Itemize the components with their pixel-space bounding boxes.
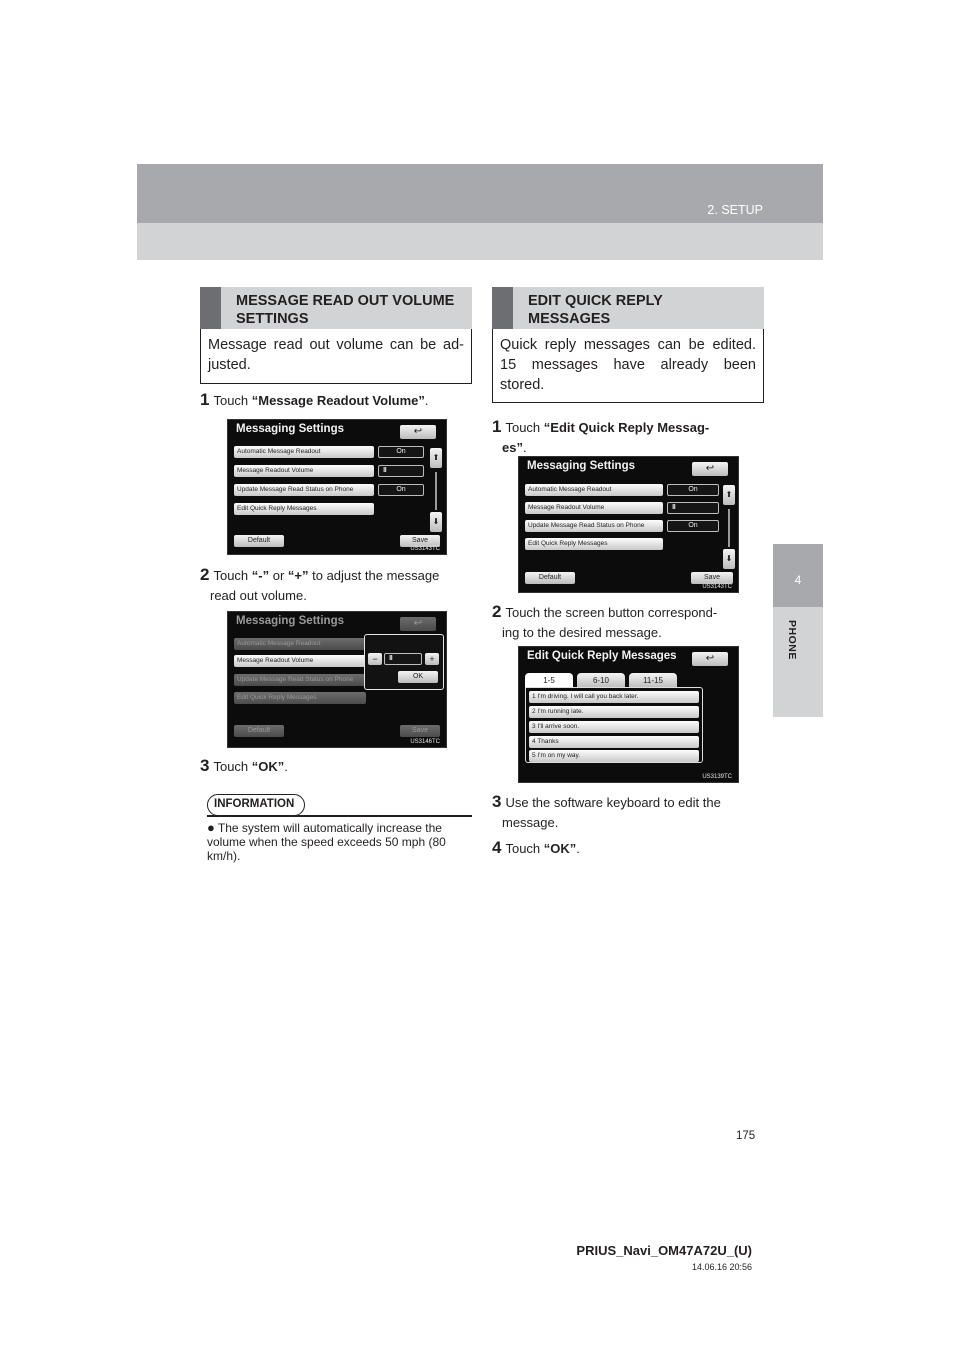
screen-title: Messaging Settings bbox=[236, 423, 344, 435]
message-list bbox=[525, 687, 703, 763]
step-3-volume: 3 Touch “OK”. bbox=[200, 756, 288, 775]
plus-button[interactable]: + bbox=[425, 653, 439, 665]
volume-popup bbox=[364, 634, 444, 690]
screen-title: Messaging Settings bbox=[236, 615, 344, 627]
tab-11-15[interactable]: 11-15 bbox=[629, 673, 677, 688]
scroll-down-icon[interactable]: ⬇ bbox=[430, 512, 442, 532]
row-edit-quick-reply[interactable]: Edit Quick Reply Messages bbox=[234, 503, 374, 515]
scroll-up-icon[interactable]: ⬆ bbox=[723, 485, 735, 505]
step-target: “OK” bbox=[251, 759, 285, 774]
scroll-track bbox=[435, 472, 437, 510]
image-code: US3146TC bbox=[410, 739, 440, 745]
save-button[interactable]: Save bbox=[400, 535, 440, 547]
step-target: “Message Readout Volume” bbox=[251, 393, 425, 408]
scroll-up-icon[interactable]: ⬆ bbox=[430, 448, 442, 468]
chapter-label: PHONE bbox=[786, 620, 798, 660]
back-icon[interactable]: ↩ bbox=[692, 462, 728, 476]
print-date: 14.06.16 20:56 bbox=[691, 1262, 752, 1272]
chapter-tab-label-box bbox=[773, 607, 823, 717]
step-number: 2 bbox=[200, 565, 210, 584]
screenshot-edit-quick-reply bbox=[518, 646, 739, 783]
step-2-volume: 2 Touch “-” or “+” to adjust the message read out volume. bbox=[200, 565, 440, 603]
scroll-track bbox=[728, 509, 730, 547]
section-intro-box bbox=[200, 329, 472, 384]
section-intro-text: Quick reply messages can be edited. 15 messages have already been stored. bbox=[500, 337, 756, 393]
step-number: 3 bbox=[492, 792, 502, 811]
save-button: Save bbox=[400, 725, 440, 737]
row-message-readout-volume[interactable]: Message Readout Volume bbox=[234, 655, 366, 667]
back-icon: ↩ bbox=[400, 617, 436, 631]
section-heading-volume bbox=[200, 287, 472, 329]
row-edit-quick-reply: Edit Quick Reply Messages bbox=[234, 692, 366, 704]
ok-button[interactable]: OK bbox=[398, 671, 438, 683]
back-icon[interactable]: ↩ bbox=[400, 425, 436, 439]
row-automatic-message-readout[interactable]: Automatic Message Readout bbox=[234, 446, 374, 458]
manual-code: PRIUS_Navi_OM47A72U_(U) bbox=[576, 1243, 752, 1258]
section-heading-title: MESSAGE READ OUT VOLUME SETTINGS bbox=[236, 293, 455, 327]
message-item[interactable]: 4 Thanks bbox=[529, 736, 699, 748]
header-subband bbox=[137, 223, 823, 260]
tab-1-5[interactable]: 1-5 bbox=[525, 673, 573, 688]
section-title: 2. SETUP bbox=[707, 203, 763, 217]
section-heading-quick-reply bbox=[492, 287, 764, 329]
message-item[interactable]: 1 I'm driving. I will call you back later. bbox=[529, 691, 699, 703]
information-text: ● The system will automatically increase the volume when the speed exceeds 50 mph (80 km/h). bbox=[207, 820, 446, 863]
step-number: 1 bbox=[200, 390, 210, 409]
screenshot-messaging-settings bbox=[227, 419, 447, 555]
screenshot-volume-adjust bbox=[227, 611, 447, 748]
page-number: 175 bbox=[736, 1130, 756, 1142]
step-target: “OK” bbox=[543, 841, 577, 856]
bullet-icon: ● bbox=[207, 820, 215, 835]
volume-level-indicator: III bbox=[384, 653, 422, 665]
update-status-value: On bbox=[667, 520, 719, 532]
row-update-read-status[interactable]: Update Message Read Status on Phone bbox=[234, 484, 374, 496]
heading-bar bbox=[492, 287, 513, 329]
row-update-read-status: Update Message Read Status on Phone bbox=[234, 674, 366, 686]
heading-bar bbox=[200, 287, 221, 329]
row-edit-quick-reply[interactable]: Edit Quick Reply Messages bbox=[525, 538, 663, 550]
step-2-quick-reply: 2 Touch the screen button correspond- ing to the desired message. bbox=[492, 602, 718, 640]
chapter-tab-number-box bbox=[773, 544, 823, 607]
auto-readout-value: On bbox=[667, 484, 719, 496]
screen-title: Messaging Settings bbox=[527, 460, 635, 472]
section-intro-box bbox=[492, 329, 764, 403]
volume-level-indicator: III bbox=[667, 502, 719, 514]
image-code: US3143TC bbox=[702, 584, 732, 590]
message-item[interactable]: 2 I'm running late. bbox=[529, 706, 699, 718]
row-message-readout-volume[interactable]: Message Readout Volume bbox=[525, 502, 663, 514]
default-button[interactable]: Default bbox=[234, 535, 284, 547]
step-number: 4 bbox=[492, 838, 502, 857]
screen-title: Edit Quick Reply Messages bbox=[527, 650, 677, 662]
information-label: INFORMATION bbox=[207, 794, 305, 816]
screenshot-messaging-settings-2 bbox=[518, 456, 739, 593]
step-number: 3 bbox=[200, 756, 210, 775]
default-button: Default bbox=[234, 725, 284, 737]
message-item[interactable]: 5 I'm on my way. bbox=[529, 750, 699, 762]
step-4-quick-reply: 4 Touch “OK”. bbox=[492, 838, 580, 857]
chapter-number: 4 bbox=[794, 573, 802, 587]
tab-6-10[interactable]: 6-10 bbox=[577, 673, 625, 688]
row-automatic-message-readout: Automatic Message Readout bbox=[234, 638, 366, 650]
row-automatic-message-readout[interactable]: Automatic Message Readout bbox=[525, 484, 663, 496]
message-item[interactable]: 3 I'll arrive soon. bbox=[529, 721, 699, 733]
section-intro-text: Message read out volume can be ad-justed. bbox=[208, 337, 464, 373]
minus-button[interactable]: − bbox=[368, 653, 382, 665]
step-number: 2 bbox=[492, 602, 502, 621]
image-code: US3139TC bbox=[702, 774, 732, 780]
scroll-down-icon[interactable]: ⬇ bbox=[723, 549, 735, 569]
step-1-quick-reply: 1 Touch “Edit Quick Reply Messag- es”. bbox=[492, 417, 710, 455]
volume-level-indicator: III bbox=[378, 465, 424, 477]
row-update-read-status[interactable]: Update Message Read Status on Phone bbox=[525, 520, 663, 532]
update-status-value: On bbox=[378, 484, 424, 496]
default-button[interactable]: Default bbox=[525, 572, 575, 584]
step-1-volume: 1 Touch “Message Readout Volume”. bbox=[200, 390, 429, 409]
back-icon[interactable]: ↩ bbox=[692, 652, 728, 666]
image-code: US3143TC bbox=[410, 546, 440, 552]
information-rule bbox=[207, 815, 472, 817]
step-target: “Edit Quick Reply Messag- bbox=[543, 420, 710, 435]
step-number: 1 bbox=[492, 417, 502, 436]
row-message-readout-volume[interactable]: Message Readout Volume bbox=[234, 465, 374, 477]
section-heading-title: EDIT QUICK REPLY MESSAGES bbox=[528, 293, 663, 327]
auto-readout-value: On bbox=[378, 446, 424, 458]
save-button[interactable]: Save bbox=[691, 572, 733, 584]
step-3-quick-reply: 3 Use the software keyboard to edit the message. bbox=[492, 792, 721, 830]
header-band bbox=[137, 164, 823, 223]
